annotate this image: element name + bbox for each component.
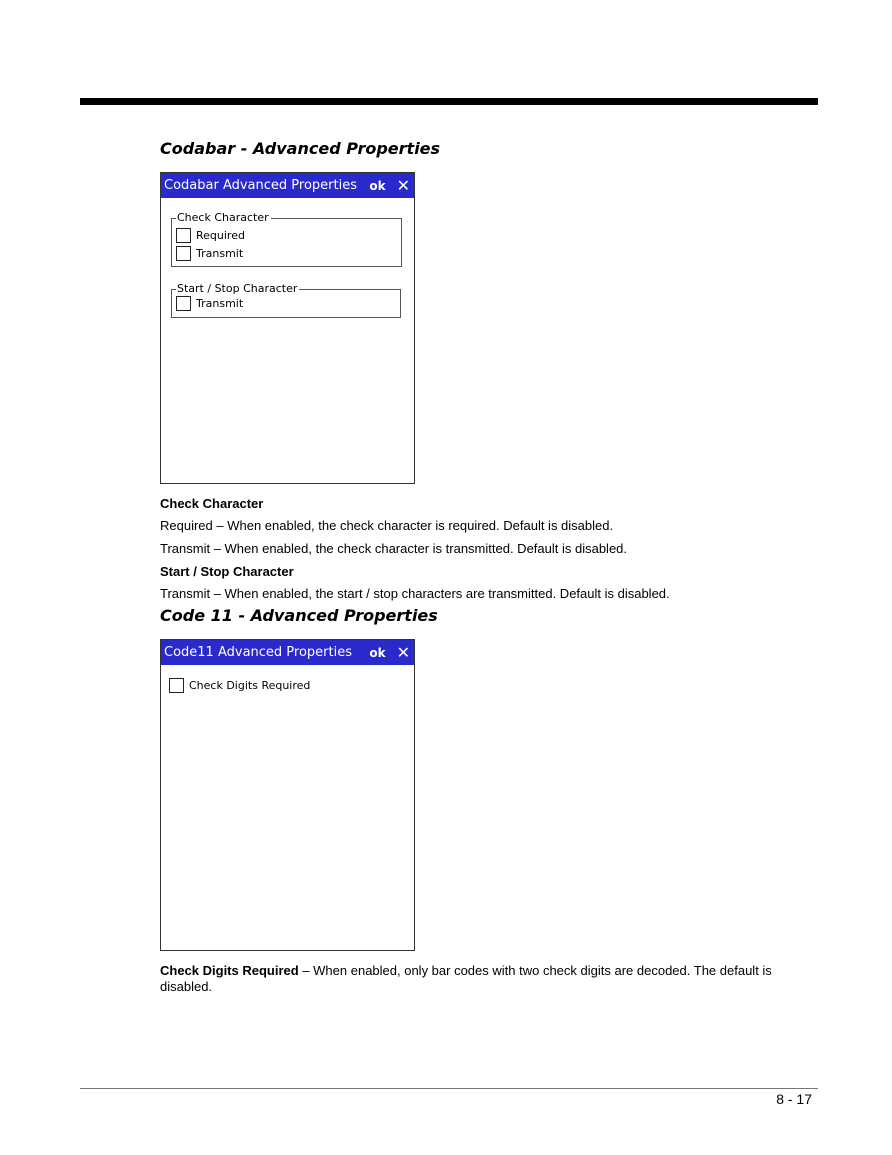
codabar-dialog-title: Codabar Advanced Properties: [164, 178, 357, 193]
check-character-group: [171, 211, 402, 267]
check-digits-description: [160, 963, 790, 995]
code11-dialog-title: Code11 Advanced Properties: [164, 645, 352, 660]
check-digits-required-checkbox-row[interactable]: [169, 678, 310, 693]
required-checkbox-row[interactable]: [176, 228, 245, 243]
transmit-description: Transmit – When enabled, the check character is transmitted. Default is disabled.: [160, 541, 628, 556]
codabar-heading: Codabar - Advanced Properties: [160, 139, 441, 158]
codabar-dialog: [160, 172, 415, 484]
ok-button[interactable]: ok: [369, 645, 386, 660]
required-description: Required – When enabled, the check character is required. Default is disabled.: [160, 518, 614, 533]
check-digits-required-checkbox[interactable]: [169, 678, 184, 693]
code11-heading: Code 11 - Advanced Properties: [160, 606, 438, 625]
code11-dialog: [160, 639, 415, 951]
bottom-rule: [80, 1088, 818, 1089]
close-icon[interactable]: ✕: [396, 175, 410, 195]
start-stop-description: Transmit – When enabled, the start / stop characters are transmitted. Default is disabled.: [160, 586, 670, 601]
close-icon[interactable]: ✕: [396, 642, 410, 662]
start-stop-group: [171, 282, 401, 318]
check-digits-required-label: Check Digits Required: [189, 679, 311, 692]
page-number: 8 - 17: [776, 1091, 812, 1107]
ok-button[interactable]: ok: [369, 178, 386, 193]
start-stop-transmit-checkbox-row[interactable]: [176, 296, 243, 311]
start-stop-heading: Start / Stop Character: [160, 564, 294, 579]
check-character-heading: Check Character: [160, 496, 264, 511]
codabar-titlebar: [161, 173, 414, 198]
start-stop-legend: Start / Stop Character: [177, 282, 298, 295]
required-checkbox[interactable]: [176, 228, 191, 243]
code11-titlebar: [161, 640, 414, 665]
top-rule: [80, 98, 818, 105]
check-transmit-checkbox-label: Transmit: [196, 247, 244, 260]
check-digits-term: Check Digits Required: [160, 963, 299, 978]
check-transmit-checkbox-row[interactable]: [176, 246, 243, 261]
check-transmit-checkbox[interactable]: [176, 246, 191, 261]
check-character-legend: Check Character: [177, 211, 269, 224]
required-checkbox-label: Required: [196, 229, 245, 242]
check-digits-text: – When enabled, only bar codes with two check digits are decoded. The default is disabled.: [160, 963, 772, 994]
start-stop-transmit-checkbox-label: Transmit: [196, 297, 244, 310]
start-stop-transmit-checkbox[interactable]: [176, 296, 191, 311]
